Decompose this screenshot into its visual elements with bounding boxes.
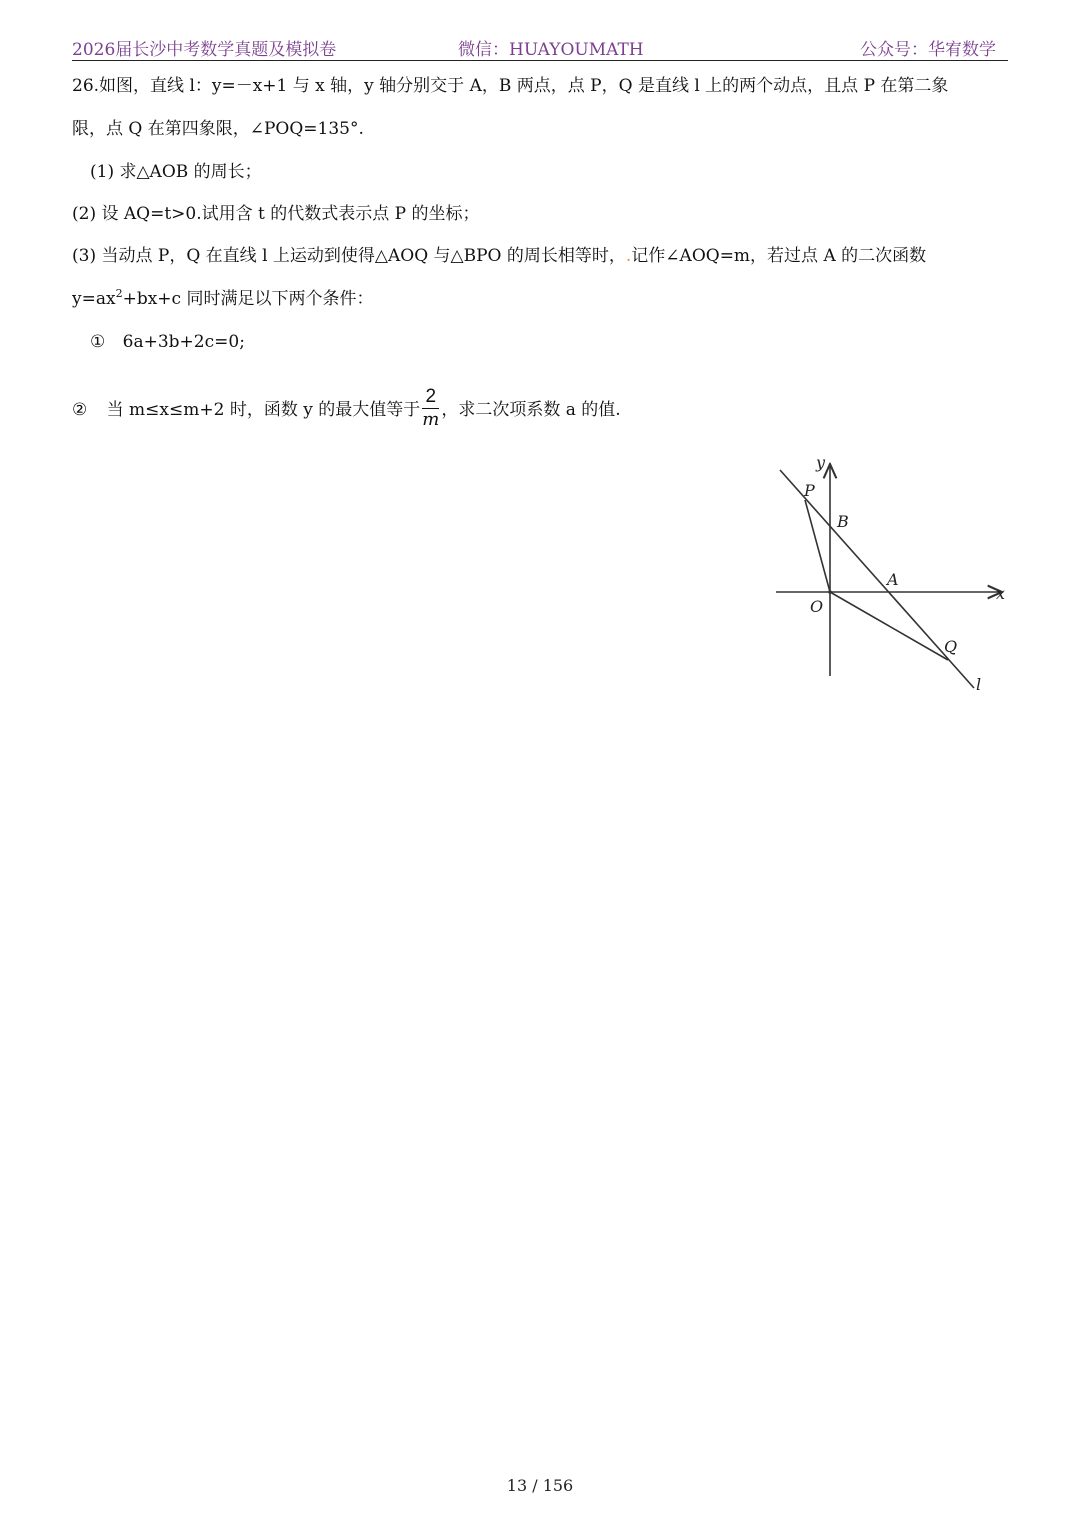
part3-text-a: (3) 当动点 P，Q 在直线 l 上运动到使得△AOQ 与△BPO 的周长相等时， [72, 246, 626, 266]
cond1-marker: ① [90, 332, 106, 352]
part3-dot: . [625, 246, 632, 266]
part3-line2-b: +bx+c 同时满足以下两个条件： [122, 289, 374, 309]
label-P: P [804, 481, 815, 500]
cond2-text-a: 当 m≤x≤m+2 时，函数 y 的最大值等于 [106, 400, 421, 420]
cond2-fraction [422, 386, 439, 431]
header-title: 2026届长沙中考数学真题及模拟卷 [72, 40, 337, 60]
label-A: A [887, 570, 899, 589]
cond1-text: 6a+3b+2c=0; [122, 332, 245, 352]
problem-intro-line1: 26.如图，直线 l：y=－x+1 与 x 轴，y 轴分别交于 A，B 两点，点 P，Q 是直线 l 上的两个动点，且点 P 在第二象 [72, 76, 949, 96]
problem-intro-line2: 限，点 Q 在第四象限，∠POQ=135°. [72, 119, 364, 139]
header-account: 公众号：华宥数学 [860, 40, 996, 60]
problem-part3-line2 [72, 287, 373, 313]
problem-part3-line1 [72, 244, 926, 268]
fraction-denominator: m [422, 409, 440, 430]
part3-line2-a: y=ax [72, 289, 116, 309]
label-Q: Q [944, 637, 958, 656]
fraction-numerator: 2 [422, 386, 439, 409]
condition-1 [90, 330, 245, 354]
label-B: B [837, 512, 849, 531]
part3-line2-sup: 2 [115, 287, 123, 300]
segment-OP [805, 500, 830, 592]
page-header [72, 32, 1008, 61]
condition-2 [72, 388, 621, 433]
label-y: y [816, 453, 826, 472]
part3-text-b: 记作∠AOQ=m，若过点 A 的二次函数 [631, 246, 927, 266]
header-wechat: 微信：HUAYOUMATH [458, 40, 644, 60]
label-O: O [810, 597, 824, 616]
geometry-figure [770, 450, 1040, 700]
label-l: l [976, 675, 982, 694]
problem-part1: (1) 求△AOB 的周长； [90, 162, 262, 182]
label-x: x [996, 584, 1006, 603]
page-number: 13 / 156 [506, 1476, 574, 1495]
point-O [828, 590, 832, 594]
segment-OQ [830, 592, 948, 660]
figure-svg [770, 450, 1040, 700]
cond2-marker: ② [72, 400, 88, 420]
cond2-text-b: ，求二次项系数 a 的值. [441, 400, 621, 420]
problem-part2: (2) 设 AQ=t>0.试用含 t 的代数式表示点 P 的坐标； [72, 204, 480, 224]
